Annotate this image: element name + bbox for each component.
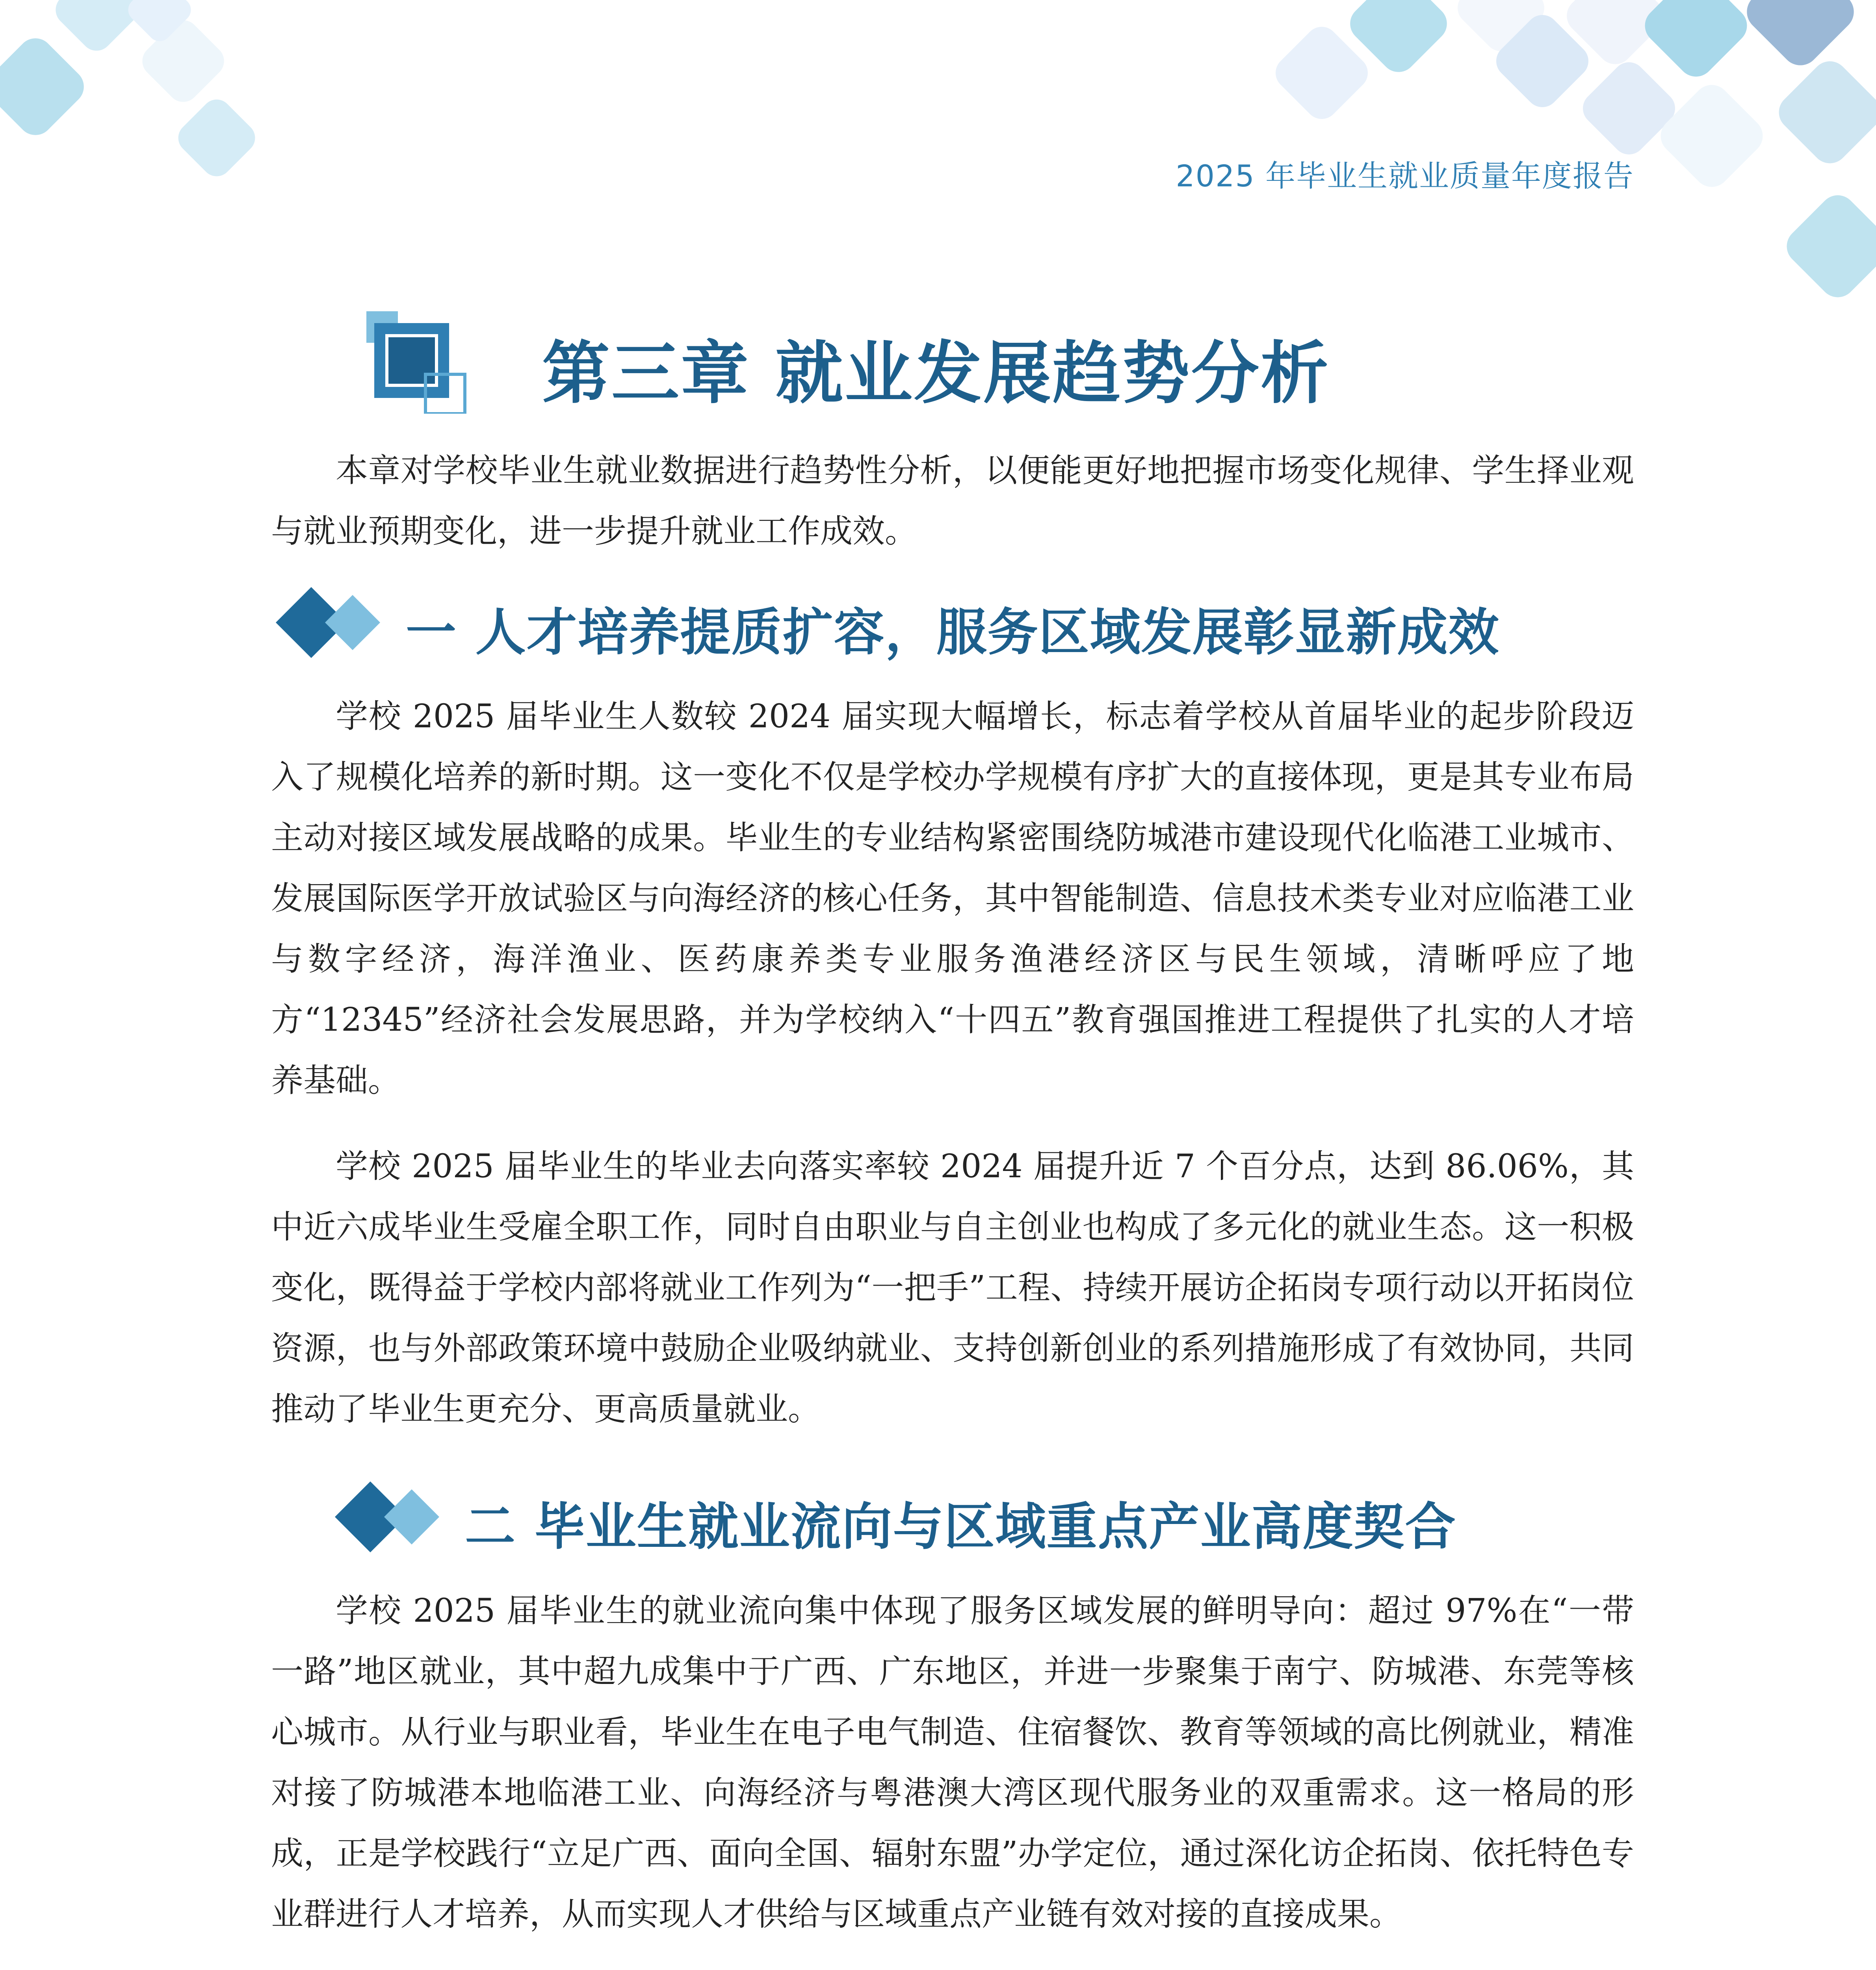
section-heading-1 [272,583,1729,662]
report-header-title: 2025 年毕业生就业质量年度报告 [1176,158,1634,193]
chapter-heading [366,311,1666,414]
intro-paragraph: 本章对学校毕业生就业数据进行趋势性分析，以便能更好地把握市场变化规律、学生择业观与就业预期变化，进一步提升就业工作成效。 [271,452,1634,550]
section-1-paragraph-2: 学校 2025 届毕业生的毕业去向落实率较 2024 届提升近 7 个百分点，达到 86.06%，其中近六成毕业生受雇全职工作，同时自由职业与自主创业也构成了多元化的就业生态。这一积极变化，既得益于学校内部将就业工作列为“一把手”工程、持续开展访企拓岗专项行动以开拓岗位资源，也与外部政策环境中鼓励企业吸纳就业、支持创新创业的系列措施形成了有效协同，共同推动了毕业生更充分、更高质量就业。 [271,1148,1634,1428]
chapter-squares-icon [366,311,469,414]
section-2-paragraph-1: 学校 2025 届毕业生的就业流向集中体现了服务区域发展的鲜明导向：超过 97%在“一带一路”地区就业，其中超九成集中于广西、广东地区，并进一步聚集于南宁、防城港、东莞等核心城市。从行业与职业看，毕业生在电子电气制造、住宿餐饮、教育等领域的高比例就业，精准对接了防城港本地临港工业、向海经济与粤港澳大湾区现代服务业的双重需求。这一格局的形成，正是学校践行“立足广西、面向全国、辐射东盟”办学定位，通过深化访企拓岗、依托特色专业群进行人才培养，从而实现人才供给与区域重点产业链有效对接的直接成果。 [271,1592,1634,1933]
section-heading-2 [331,1478,1789,1556]
section-title-1: 一 人才培养提质扩容，服务区域发展彰显新成效 [406,603,1500,662]
section-1-paragraph-1: 学校 2025 届毕业生人数较 2024 届实现大幅增长，标志着学校从首届毕业的起步阶段迈入了规模化培养的新时期。这一变化不仅是学校办学规模有序扩大的直接体现，更是其专业布局主动对接区域发展战略的成果。毕业生的专业结构紧密围绕防城港市建设现代化临港工业城市、发展国际医学开放试验区与向海经济的核心任务，其中智能制造、信息技术类专业对应临港工业与数字经济，海洋渔业、医药康养类专业服务渔港经济区与民生领域，清晰呼应了地方“12345”经济社会发展思路，并为学校纳入“十四五”教育强国推进工程提供了扎实的人才培养基础。 [271,698,1634,1099]
chapter-title: 第三章 就业发展趋势分析 [542,334,1330,413]
diamond-icon [331,1478,449,1556]
diamond-icon [272,583,390,662]
section-title-2: 二 毕业生就业流向与区域重点产业高度契合 [465,1498,1456,1556]
